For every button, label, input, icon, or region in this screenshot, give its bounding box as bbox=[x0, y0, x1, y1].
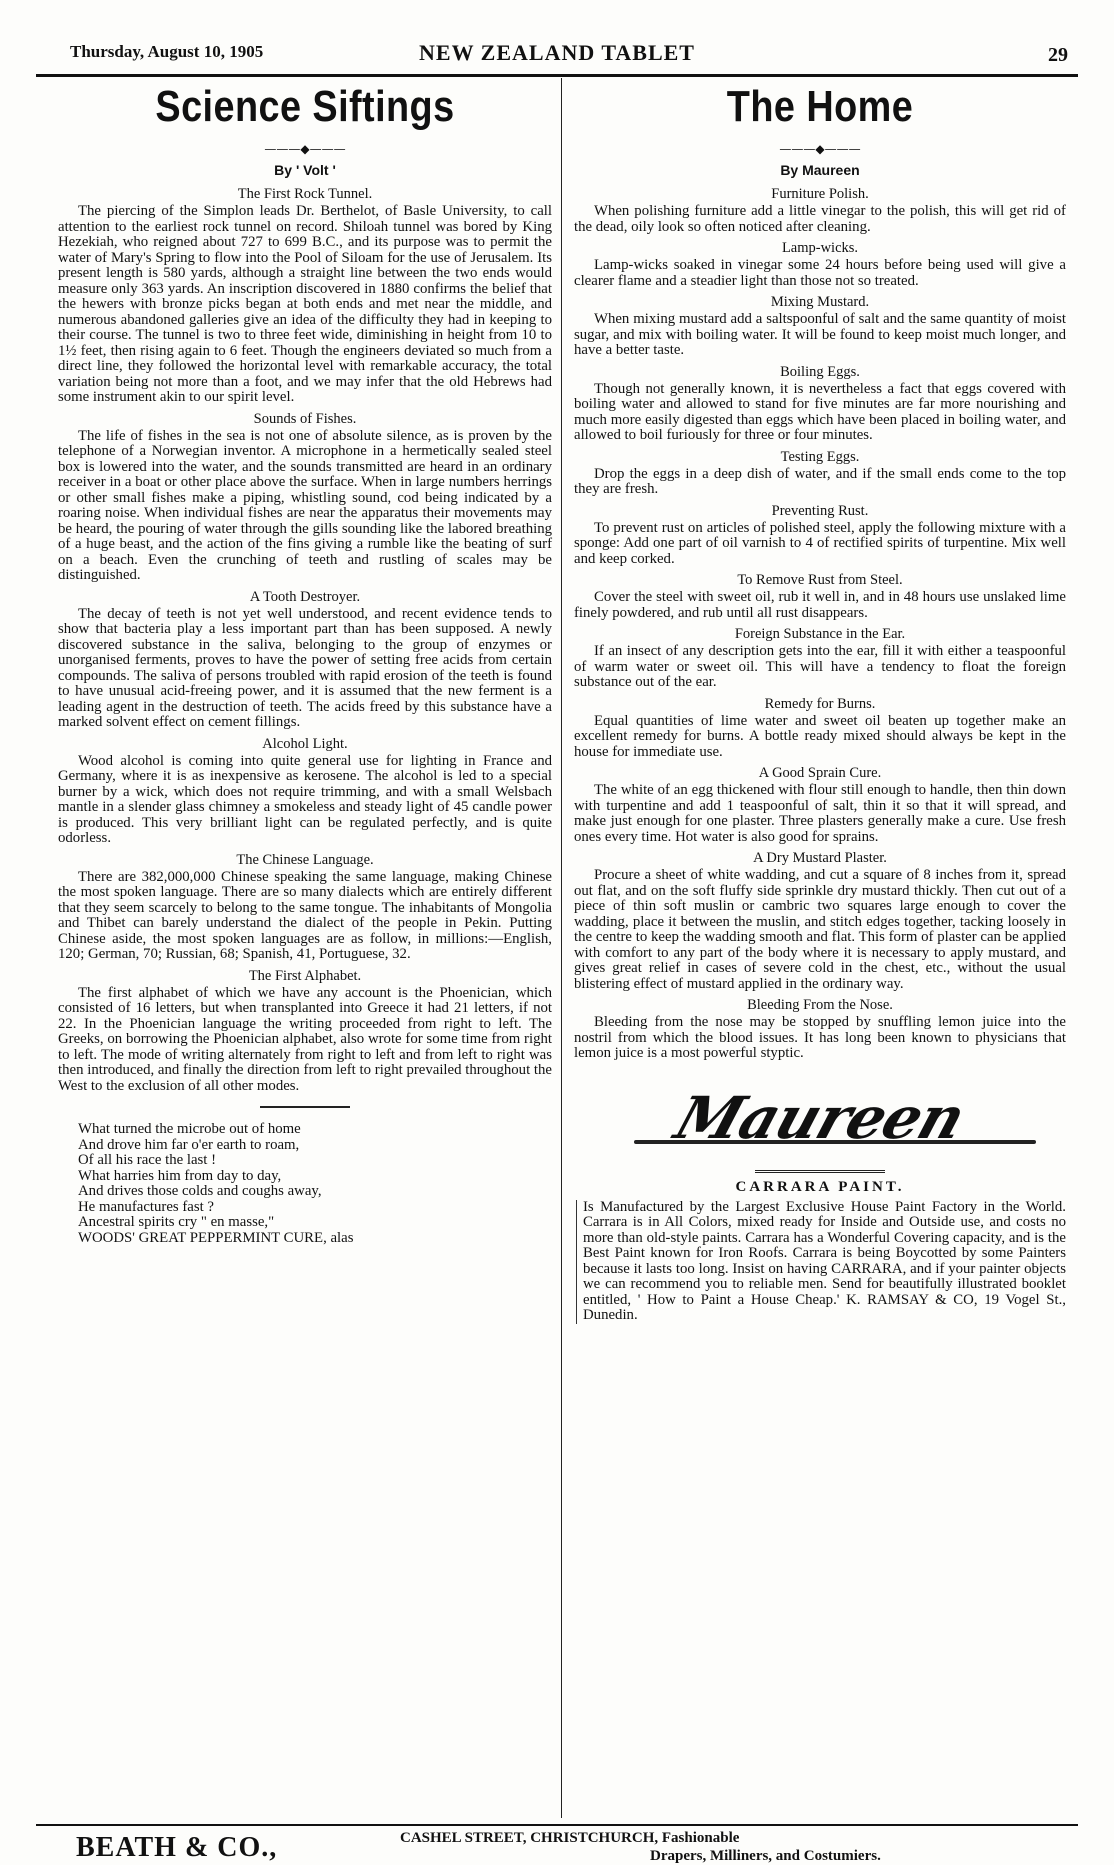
footer-brand: BEATH & CO., bbox=[76, 1832, 278, 1863]
article-heading: Foreign Substance in the Ear. bbox=[734, 626, 906, 642]
article-body: Though not generally known, it is nevertheless a fact that eggs covered with boiling water and allowed to stand for five minutes are far more nourishing and much more easily digested than eggs which have been placed in boiling water, and allowed to boil furiously for three or four minutes. bbox=[574, 380, 1066, 443]
article-heading: Alcohol Light. bbox=[262, 735, 348, 752]
article-heading: Lamp-wicks. bbox=[781, 240, 859, 256]
article-heading: A Dry Mustard Plaster. bbox=[753, 850, 887, 866]
section-title: The Home bbox=[726, 82, 914, 131]
the-home-column bbox=[574, 82, 1066, 1324]
byline: By Maureen bbox=[780, 162, 860, 178]
byline: By ' Volt ' bbox=[274, 162, 336, 178]
article-body: Wood alcohol is coming into quite general use for lighting in France and Germany, where it is as inexpensive as kerosene. The alcohol is led to a special burner by a wick, which does not require trimming, and with a small Welsbach mantle in a slender glass chimney a smokeless and steady light of 45 candle power is produced. This very brilliant light can be regulated perfectly, and is quite odorless. bbox=[58, 752, 552, 846]
article-heading: A Good Sprain Cure. bbox=[758, 765, 882, 781]
article-heading: Mixing Mustard. bbox=[770, 294, 870, 310]
ornament-divider: ———◆——— bbox=[264, 142, 346, 156]
article-heading: Preventing Rust. bbox=[771, 502, 869, 519]
article-body: Cover the steel with sweet oil, rub it well in, and in 48 hours use unslaked lime finely powdered, and rub until all rust disappears. bbox=[574, 589, 1066, 621]
article-heading: Bleeding From the Nose. bbox=[747, 997, 893, 1013]
ad-divider bbox=[755, 1170, 885, 1173]
issue-date: Thursday, August 10, 1905 bbox=[70, 42, 264, 61]
article-body: If an insect of any description gets into the ear, fill it with either a teaspoonful of warm water or sweet oil. This will have a tendency to float the foreign substance out of the ear. bbox=[574, 643, 1066, 690]
page-footer-advertisement bbox=[36, 1824, 1078, 1864]
ad-body: Is Manufactured by the Largest Exclusive House Paint Factory in the World. Carrara is in All Colors, mixed ready for Inside and Outside use, and costs no more than old-style paints. Carrara has a Wonderful Covering capacity, and is the Best Paint known for Iron Roofs. Carrara is being Boycotted by some Painters because it lasts too long. Insist on having CARRARA, and if your painter objects we can recommend you to reliable men. Send for beautifully illustrated booklet entitled, ' How to Paint a House Cheap.' K. RAMSAY & CO, 19 Vogel St., Dunedin. bbox=[583, 1198, 1066, 1323]
article-body: Drop the eggs in a deep dish of water, and if the small ends come to the top they are fresh. bbox=[574, 465, 1066, 497]
ornament-divider: ———◆——— bbox=[779, 142, 861, 156]
article-heading: The First Alphabet. bbox=[248, 967, 362, 984]
ad-title: CARRARA PAINT. bbox=[735, 1178, 905, 1195]
article-body: There are 382,000,000 Chinese speaking the same language, making Chinese the most spoken language. There are so many dialects which are entirely different that they seem scarcely to belong to the same tongue. The inhabitants of Mongolia and Thibet can barely understand the dialect of the people in Pekin. Putting Chinese aside, the most spoken languages are as follow, in millions:—English, 120; German, 70; Russian, 68; Spanish, 41, Portuguese, 32. bbox=[58, 868, 552, 962]
article-heading: Sounds of Fishes. bbox=[253, 410, 357, 427]
advertising-poem: What turned the microbe out of home And drove him far o'er earth to roam, Of all his race the last ! What harries him from day to day, And drives those colds and coughs away, He manufactures fast ? Ancestral spirits cry " en masse," WOODS' GREAT PEPPERMINT CURE, alas bbox=[78, 1121, 354, 1246]
article-heading: Boiling Eggs. bbox=[780, 363, 860, 380]
maureen-signature: Maureen bbox=[667, 1083, 973, 1152]
article-body: When polishing furniture add a little vinegar to the polish, this will get rid of the dead, oily look so often noticed after cleaning. bbox=[574, 203, 1066, 235]
footer-trades: Drapers, Milliners, and Costumiers. bbox=[650, 1848, 881, 1864]
section-title: Science Siftings bbox=[155, 82, 455, 131]
article-heading: The Chinese Language. bbox=[236, 851, 374, 868]
article-heading: Testing Eggs. bbox=[780, 448, 860, 465]
article-body: The decay of teeth is not yet well understood, and recent evidence tends to show that bacteria play a less important part than has been supposed. A newly discovered substance in the saliva, belonging to the group of enzymes or unorganised ferments, proves to have the power of setting free acids from certain compounds. The saliva of persons troubled with rapid erosion of the teeth is found to have unusual acid-freeing power, and it is assumed that the new ferment is a leading agent in the destruction of teeth. The acids freed by this substance have a marked solvent effect on cement fillings. bbox=[58, 605, 552, 730]
column-divider bbox=[561, 78, 562, 1818]
science-siftings-column bbox=[58, 82, 552, 1246]
footer-address: CASHEL STREET, CHRISTCHURCH, Fashionable bbox=[400, 1830, 740, 1846]
article-body: Equal quantities of lime water and sweet oil beaten up together make an excellent remedy for burns. A bottle ready mixed should always be kept in the house for immediate use. bbox=[574, 712, 1066, 760]
article-body: Bleeding from the nose may be stopped by snuffling lemon juice into the nostril from which the blood issues. It has long been known to physicians that lemon juice is a most powerful styptic. bbox=[574, 1014, 1066, 1061]
page-number: 29 bbox=[1048, 44, 1068, 66]
newspaper-title: NEW ZEALAND TABLET bbox=[419, 40, 695, 65]
page-header bbox=[36, 38, 1078, 77]
article-heading: Furniture Polish. bbox=[771, 186, 869, 202]
article-heading: A Tooth Destroyer. bbox=[249, 588, 361, 605]
article-body: Lamp-wicks soaked in vinegar some 24 hours before being used will give a clearer flame and a steadier light than those not so treated. bbox=[574, 257, 1066, 289]
article-body: Procure a sheet of white wadding, and cut a square of 8 inches from it, spread out flat, and on the soft fluffy side sprinkle dry mustard thickly. Then cut out of a piece of thin soft muslin or cambric two squares large enough to cover the wadding, place it between the muslin, and stitch edges together, tacking loosely in the centre to keep the wadding smooth and flat. This form of plaster can be applied with comfort to any part of the body where it is necessary to apply mustard, and gives great relief in cases of severe cold in the chest, etc., without the usual blistering effect of mustard applied in the ordinary way. bbox=[574, 867, 1066, 992]
article-body: To prevent rust on articles of polished steel, apply the following mixture with a sponge: Add one part of oil varnish to 4 of rectified spirits of turpentine. Mix well and keep corked. bbox=[574, 519, 1066, 567]
article-heading: To Remove Rust from Steel. bbox=[737, 572, 903, 588]
article-body: The white of an egg thickened with flour still enough to handle, then thin down with turpentine and add 1 teaspoonful of salt, thin it so that it will spread, and make just enough for one plaster. Three plasters generally make a cure. Use fresh ones every time. Hot water is also good for sprains. bbox=[574, 782, 1066, 845]
article-heading: Remedy for Burns. bbox=[764, 695, 876, 712]
article-body: When mixing mustard add a saltspoonful of salt and the same quantity of moist sugar, and mix with boiling water. It will be found to keep moist much longer, and have a better taste. bbox=[574, 311, 1066, 358]
article-heading: The First Rock Tunnel. bbox=[237, 186, 373, 202]
poem-divider bbox=[260, 1106, 350, 1108]
article-body: The first alphabet of which we have any account is the Phoenician, which consisted of 16 letters, but when transplanted into Greece it had 21 letters, if not 22. In the Phoenician language the writing proceeded from right to left. The Greeks, on borrowing the Phoenician alphabet, also wrote for some time from right to left. The mode of writing alternately from right to left and from left to right was then introduced, and finally the direction from left to right prevailed throughout the West to the exclusion of all other modes. bbox=[58, 984, 552, 1094]
article-body: The piercing of the Simplon leads Dr. Berthelot, of Basle University, to call attention to the earliest rock tunnel on record. Shiloah tunnel was bored by King Hezekiah, who reigned about 727 to 699 B.C., and its purpose was to permit the water of Mary's Spring to flow into the Pool of Siloam for the use of Jerusalem. Its present length is 580 yards, although a straight line between the two ends would measure only 363 yards. An inscription discovered in 1880 confirms the belief that the hewers with bronze picks began at both ends and met near the middle, and numerous abandoned galleries give an idea of the difficulty they had in keeping to their course. The tunnel is two to three feet wide, diminishing in height from 10 to 1½ feet, then rising again to 6 feet. Though the engineers deviated so much from a direct line, they followed the horizontal level with remarkable accuracy, the total variation being not more than a foot, and we may infer that the old Hebrews had some instrument akin to our spirit level. bbox=[58, 203, 552, 405]
article-body: The life of fishes in the sea is not one of absolute silence, as is proven by the telephone of a Norwegian inventor. A microphone in a hermetically sealed steel box is lowered into the water, and the sounds transmitted are heard in an ordinary receiver in a boat or other place above the surface. When in large numbers herrings or other small fishes make a piping, whistling sound, cod being indicated by a roaring noise. When individual fishes are near the apparatus their movements may be heard, the pouring of water through the gills sounding like the labored breathing of a huge beast, and the action of the fins giving a rumble like the beating of surf on a beach. Even the crunching of teeth and rustling of scales may be distinguished. bbox=[58, 427, 552, 583]
carrara-advertisement bbox=[576, 1200, 1066, 1324]
